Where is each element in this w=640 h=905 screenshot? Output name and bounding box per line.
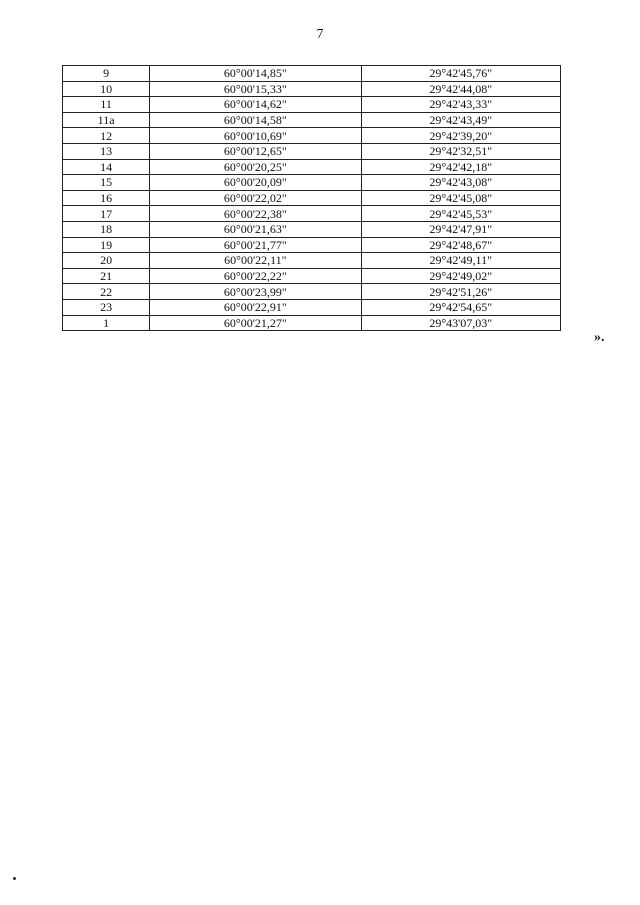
table-row — [63, 299, 561, 315]
longitude: 29°42'45,53" — [361, 206, 560, 222]
table-row — [63, 159, 561, 175]
longitude: 29°42'49,11" — [361, 253, 560, 269]
longitude: 29°42'43,33" — [361, 97, 560, 113]
table-row — [63, 315, 561, 331]
point-number: 23 — [63, 299, 150, 315]
latitude: 60°00'15,33" — [150, 81, 361, 97]
point-number: 15 — [63, 175, 150, 191]
point-number: 12 — [63, 128, 150, 144]
longitude: 29°42'39,20" — [361, 128, 560, 144]
longitude: 29°42'51,26" — [361, 284, 560, 300]
point-number: 21 — [63, 268, 150, 284]
latitude: 60°00'23,99" — [150, 284, 361, 300]
point-number: 22 — [63, 284, 150, 300]
point-number: 19 — [63, 237, 150, 253]
longitude: 29°42'45,76" — [361, 66, 560, 82]
point-number: 11а — [63, 112, 150, 128]
longitude: 29°42'49,02" — [361, 268, 560, 284]
latitude: 60°00'12,65" — [150, 143, 361, 159]
latitude: 60°00'22,02" — [150, 190, 361, 206]
point-number: 9 — [63, 66, 150, 82]
point-number: 11 — [63, 97, 150, 113]
longitude: 29°42'44,08" — [361, 81, 560, 97]
latitude: 60°00'20,25" — [150, 159, 361, 175]
latitude: 60°00'22,38" — [150, 206, 361, 222]
longitude: 29°42'47,91" — [361, 221, 560, 237]
table-row — [63, 112, 561, 128]
latitude: 60°00'21,27" — [150, 315, 361, 331]
table-row — [63, 97, 561, 113]
longitude: 29°43'07,03" — [361, 315, 560, 331]
table-row — [63, 128, 561, 144]
latitude: 60°00'14,58" — [150, 112, 361, 128]
page-number: 7 — [316, 27, 324, 42]
latitude: 60°00'14,62" — [150, 97, 361, 113]
longitude: 29°42'43,49" — [361, 112, 560, 128]
coordinates-table — [62, 65, 561, 331]
latitude: 60°00'14,85" — [150, 66, 361, 82]
point-number: 10 — [63, 81, 150, 97]
table-row — [63, 237, 561, 253]
point-number: 13 — [63, 143, 150, 159]
longitude: 29°42'42,18" — [361, 159, 560, 175]
longitude: 29°42'32,51" — [361, 143, 560, 159]
point-number: 1 — [63, 315, 150, 331]
closing-quote-mark: ». — [594, 330, 605, 345]
table-row — [63, 221, 561, 237]
table-row — [63, 253, 561, 269]
latitude: 60°00'21,63" — [150, 221, 361, 237]
point-number: 18 — [63, 221, 150, 237]
table-row — [63, 284, 561, 300]
table-row — [63, 143, 561, 159]
point-number: 16 — [63, 190, 150, 206]
table-row — [63, 190, 561, 206]
latitude: 60°00'21,77" — [150, 237, 361, 253]
latitude: 60°00'22,22" — [150, 268, 361, 284]
longitude: 29°42'54,65" — [361, 299, 560, 315]
table-row — [63, 206, 561, 222]
longitude: 29°42'48,67" — [361, 237, 560, 253]
table-row — [63, 175, 561, 191]
scan-artifact-dot — [13, 877, 16, 880]
longitude: 29°42'45,08" — [361, 190, 560, 206]
latitude: 60°00'22,91" — [150, 299, 361, 315]
table-row — [63, 66, 561, 82]
latitude: 60°00'10,69" — [150, 128, 361, 144]
point-number: 14 — [63, 159, 150, 175]
table-row — [63, 268, 561, 284]
latitude: 60°00'20,09" — [150, 175, 361, 191]
point-number: 17 — [63, 206, 150, 222]
point-number: 20 — [63, 253, 150, 269]
coordinates-table-body — [63, 66, 561, 331]
longitude: 29°42'43,08" — [361, 175, 560, 191]
latitude: 60°00'22,11" — [150, 253, 361, 269]
table-row — [63, 81, 561, 97]
